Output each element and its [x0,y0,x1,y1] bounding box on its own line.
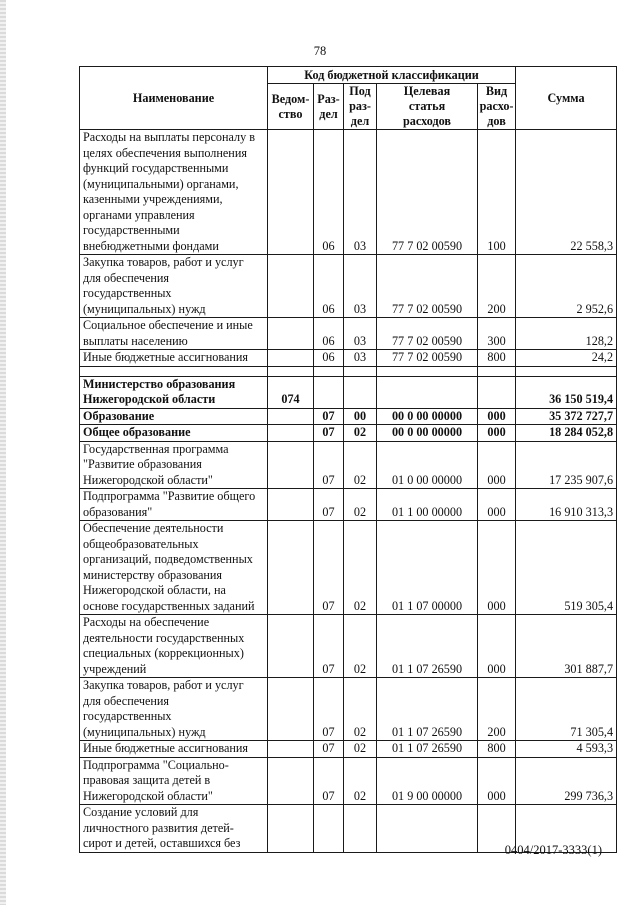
row-target: 01 1 00 00000 [377,489,478,521]
row-vid: 000 [478,408,516,425]
row-vedomstvo [268,615,314,678]
row-sum: 128,2 [516,318,617,350]
table-row [80,757,617,805]
table-row [80,678,617,741]
row-sum: 36 150 519,4 [516,376,617,408]
row-razdel [314,805,344,853]
row-razdel: 07 [314,441,344,489]
row-target: 00 0 00 00000 [377,408,478,425]
table-row [80,350,617,367]
row-vid [478,376,516,408]
row-vid: 000 [478,441,516,489]
row-razdel: 07 [314,757,344,805]
header-target: Целевая статья расходов [377,84,478,130]
page-number: 78 [313,44,327,58]
row-sum: 22 558,3 [516,130,617,255]
table-row [80,376,617,408]
row-podrazdel: 02 [344,678,377,741]
row-razdel: 07 [314,741,344,758]
row-sum: 4 593,3 [516,741,617,758]
row-sum: 299 736,3 [516,757,617,805]
row-vid: 300 [478,318,516,350]
row-podrazdel: 03 [344,318,377,350]
row-podrazdel [344,805,377,853]
row-vedomstvo [268,255,314,318]
row-name: Образование [80,408,268,425]
spacer-cell [344,366,377,376]
row-sum: 301 887,7 [516,615,617,678]
row-target: 77 7 02 00590 [377,255,478,318]
budget-table [79,66,617,853]
row-podrazdel: 02 [344,425,377,442]
row-name: Иные бюджетные ассигнования [80,741,268,758]
row-sum: 17 235 907,6 [516,441,617,489]
row-target: 01 1 07 26590 [377,678,478,741]
row-target: 77 7 02 00590 [377,318,478,350]
header-sum: Сумма [516,67,617,130]
row-vedomstvo [268,805,314,853]
table-row [80,521,617,615]
row-vedomstvo [268,489,314,521]
row-vedomstvo [268,130,314,255]
row-razdel: 07 [314,678,344,741]
row-podrazdel: 02 [344,757,377,805]
table-row [80,441,617,489]
header-kbk-group: Код бюджетной классификации [268,67,516,84]
header-vid: Вид расхо- дов [478,84,516,130]
row-podrazdel [344,376,377,408]
row-vid: 100 [478,130,516,255]
table-row [80,615,617,678]
row-vid: 000 [478,425,516,442]
spacer-cell [268,366,314,376]
row-vid: 000 [478,757,516,805]
row-razdel: 07 [314,489,344,521]
row-podrazdel: 00 [344,408,377,425]
row-name: Социальное обеспечение и иные выплаты населению [80,318,268,350]
row-razdel: 07 [314,408,344,425]
row-target: 01 1 07 26590 [377,615,478,678]
row-razdel: 06 [314,350,344,367]
row-name: Государственная программа "Развитие образования Нижегородской области" [80,441,268,489]
header-name: Наименование [80,67,268,130]
row-name: Общее образование [80,425,268,442]
row-vedomstvo [268,441,314,489]
row-razdel [314,376,344,408]
row-vedomstvo [268,408,314,425]
row-razdel: 06 [314,255,344,318]
spacer-row [80,366,617,376]
row-vid: 200 [478,678,516,741]
row-sum: 18 284 052,8 [516,425,617,442]
row-sum: 24,2 [516,350,617,367]
table-row [80,408,617,425]
row-name: Расходы на обеспечение деятельности государственных специальных (коррекционных) учреждений [80,615,268,678]
table-row [80,318,617,350]
row-vedomstvo [268,318,314,350]
table-row [80,489,617,521]
spacer-cell [314,366,344,376]
row-vid: 200 [478,255,516,318]
row-vedomstvo [268,521,314,615]
row-podrazdel: 03 [344,255,377,318]
header-podrazdel: Под раз- дел [344,84,377,130]
spacer-cell [377,366,478,376]
row-name: Обеспечение деятельности общеобразовательных организаций, подведомственных министерству образования Нижегородской области, на основе государственных заданий [80,521,268,615]
row-name: Закупка товаров, работ и услуг для обеспечения государственных (муниципальных) нужд [80,255,268,318]
row-vid: 800 [478,741,516,758]
row-vid: 000 [478,521,516,615]
row-name: Подпрограмма "Социально- правовая защита детей в Нижегородской области" [80,757,268,805]
row-name: Иные бюджетные ассигнования [80,350,268,367]
row-vedomstvo [268,757,314,805]
row-vid: 000 [478,615,516,678]
table-row [80,255,617,318]
spacer-cell [80,366,268,376]
table-row [80,741,617,758]
row-vedomstvo: 074 [268,376,314,408]
table-row [80,425,617,442]
row-podrazdel: 03 [344,130,377,255]
row-vedomstvo [268,425,314,442]
table-row [80,130,617,255]
row-name: Расходы на выплаты персоналу в целях обеспечения выполнения функций государственными (муниципальными) органами, казенными учреждениями, органами управления государственными внебюджетными фондами [80,130,268,255]
row-target: 01 9 00 00000 [377,757,478,805]
row-vid: 000 [478,489,516,521]
row-razdel: 07 [314,425,344,442]
row-podrazdel: 02 [344,615,377,678]
spacer-cell [478,366,516,376]
row-name: Создание условий для личностного развития детей- сирот и детей, оставшихся без [80,805,268,853]
row-target: 01 1 07 26590 [377,741,478,758]
row-podrazdel: 02 [344,521,377,615]
row-target: 77 7 02 00590 [377,350,478,367]
footer-code: 0404/2017-3333(1) [504,843,602,857]
row-razdel: 06 [314,318,344,350]
row-sum: 519 305,4 [516,521,617,615]
row-target: 77 7 02 00590 [377,130,478,255]
row-podrazdel: 02 [344,741,377,758]
row-vedomstvo [268,350,314,367]
row-name: Закупка товаров, работ и услуг для обеспечения государственных (муниципальных) нужд [80,678,268,741]
row-target: 00 0 00 00000 [377,425,478,442]
row-vedomstvo [268,741,314,758]
row-target: 01 0 00 00000 [377,441,478,489]
scan-edge [0,0,6,905]
row-razdel: 07 [314,615,344,678]
row-sum: 35 372 727,7 [516,408,617,425]
header-razdel: Раз- дел [314,84,344,130]
spacer-cell [516,366,617,376]
header-vedomstvo: Ведом- ство [268,84,314,130]
table-body [80,130,617,853]
row-razdel: 06 [314,130,344,255]
row-name: Подпрограмма "Развитие общего образования" [80,489,268,521]
row-target [377,376,478,408]
row-vedomstvo [268,678,314,741]
row-target: 01 1 07 00000 [377,521,478,615]
row-target [377,805,478,853]
row-sum: 16 910 313,3 [516,489,617,521]
row-vid: 800 [478,350,516,367]
row-razdel: 07 [314,521,344,615]
row-sum: 2 952,6 [516,255,617,318]
row-name: Министерство образования Нижегородской области [80,376,268,408]
row-podrazdel: 02 [344,441,377,489]
row-podrazdel: 02 [344,489,377,521]
row-podrazdel: 03 [344,350,377,367]
row-sum: 71 305,4 [516,678,617,741]
